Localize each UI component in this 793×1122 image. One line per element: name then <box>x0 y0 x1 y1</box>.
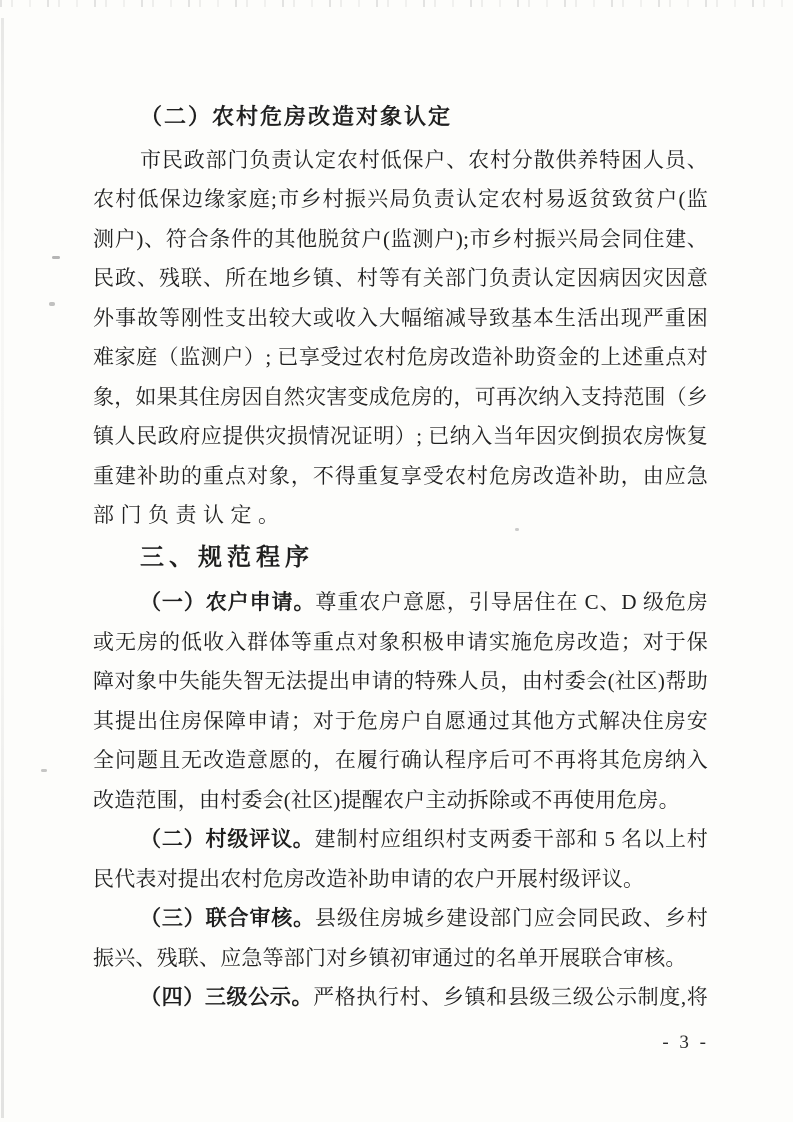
clause-text: 严格执行村、乡镇和县级三级公示制度,将 <box>313 985 708 1009</box>
scan-streak-left-edge <box>1 18 4 1118</box>
body-line: 测户)、符合条件的其他脱贫户(监测户);市乡村振兴局会同住建、 <box>93 226 708 251</box>
body-line: 外事故等刚性支出较大或收入大幅缩减导致基本生活出现严重困 <box>93 305 708 330</box>
scan-noise-top-edge <box>0 0 793 7</box>
body-line: 障对象中失能失智无法提出申请的特殊人员，由村委会(社区)帮助 <box>93 669 708 693</box>
body-line: 市民政部门负责认定农村低保户、农村分散供养特困人员、 <box>140 147 708 172</box>
body-line: 重建补助的重点对象，不得重复享受农村危房改造补助，由应急 <box>93 463 708 488</box>
paragraph-last-line: 振兴、残联、应急等部门对乡镇初审通过的名单开展联合审核。 <box>93 945 687 970</box>
body-line: 全问题且无改造意愿的，在履行确认程序后可不再将其危房纳入 <box>93 748 708 772</box>
clause-lead: （一）农户申请。 <box>140 590 316 614</box>
body-line: 民政、残联、所在地乡镇、村等有关部门负责认定因病因灾因意 <box>93 266 708 290</box>
clause-lead-line <box>93 978 708 1018</box>
page-number: - 3 - <box>662 1032 709 1053</box>
clause-lead: （四）三级公示。 <box>140 985 314 1009</box>
section-heading: 三、规范程序 <box>140 543 314 571</box>
body-line: 或无房的低收入群体等重点对象积极申请实施危房改造；对于保 <box>93 629 708 654</box>
body-line: 农村低保边缘家庭;市乡村振兴局负责认定农村易返贫致贫户(监 <box>93 187 708 211</box>
body-line: 镇人民政府应提供灾损情况证明）; 已纳入当年因灾倒损农房恢复 <box>93 424 708 448</box>
clause-lead: （二）村级评议。 <box>140 827 315 851</box>
body-line: 其提出住房保障申请；对于危房户自愿通过其他方式解决住房安 <box>93 708 708 733</box>
clause-text: 尊重农户意愿，引导居住在 C、D 级危房 <box>315 590 708 614</box>
body-line: 难家庭（监测户）; 已享受过农村危房改造补助资金的上述重点对 <box>93 345 708 369</box>
scan-speck <box>52 256 60 259</box>
clause-lead-line <box>93 899 708 939</box>
clause-lead-line <box>93 583 708 623</box>
scan-speck <box>49 302 55 306</box>
scan-speck <box>41 769 47 772</box>
paragraph-last-line: 改造范围，由村委会(社区)提醒农户主动拆除或不再使用危房。 <box>93 787 680 812</box>
clause-text: 县级住房城乡建设部门应会同民政、乡村 <box>314 906 708 930</box>
clause-text: 建制村应组织村支两委干部和 5 名以上村 <box>314 827 709 851</box>
clause-lead-line <box>93 820 708 860</box>
paragraph-last-line: 民代表对提出农村危房改造补助申请的农户开展村级评议。 <box>93 866 645 891</box>
paragraph-last-line: 部门负责认定。 <box>93 503 286 527</box>
clause-lead: （三）联合审核。 <box>140 906 315 930</box>
subsection-heading: （二）农村危房改造对象认定 <box>140 104 453 129</box>
body-line: 象，如果其住房因自然灾害变成危房的，可再次纳入支持范围（乡 <box>93 384 708 409</box>
document-body <box>93 97 708 1018</box>
